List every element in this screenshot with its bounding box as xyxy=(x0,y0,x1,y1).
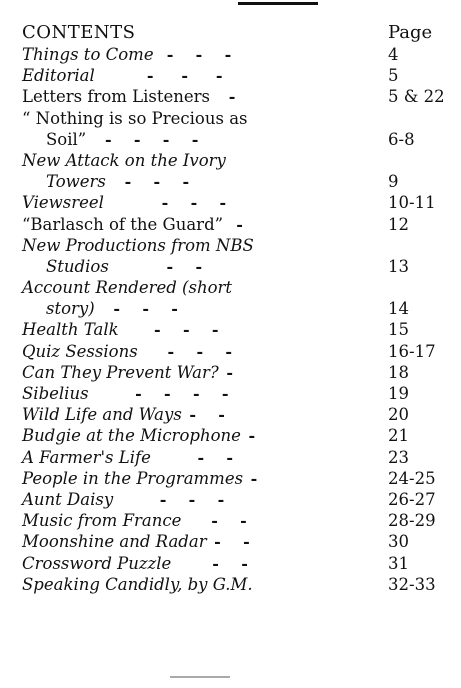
toc-entry-page: 26-27 xyxy=(388,489,436,509)
toc-entry xyxy=(22,192,447,213)
toc-entry-title: Things to Come - - - xyxy=(22,45,232,64)
toc-entry-title: “Barlasch of the Guard” - xyxy=(22,214,243,234)
leader-dashes: - - - - xyxy=(90,384,229,403)
toc-entry xyxy=(22,574,447,595)
toc-entry-title: Wild Life and Ways - - xyxy=(22,405,225,425)
toc-entry xyxy=(22,553,447,574)
leader-dashes: - - - xyxy=(155,45,232,64)
toc-entry-title: Speaking Candidly, by G.M. xyxy=(22,574,253,594)
toc-entry xyxy=(22,383,447,404)
leader-dashes: - - xyxy=(183,511,247,531)
toc-entry-page: 18 xyxy=(388,362,409,382)
toc-entry xyxy=(22,404,447,425)
toc-entry xyxy=(22,489,447,510)
toc-entry-title: Quiz Sessions - - - xyxy=(22,341,233,361)
toc-entry-page: 13 xyxy=(388,256,409,276)
toc-entry-title: Soil” - - - - xyxy=(46,129,199,149)
toc-entry-title: Studios - - xyxy=(46,256,203,276)
top-rule xyxy=(238,2,318,5)
toc-entry-page: 4 xyxy=(388,45,399,64)
toc-entry-title: Viewsreel - - - xyxy=(22,193,227,213)
toc-entry xyxy=(22,341,447,362)
toc-entry-page: 31 xyxy=(388,553,409,573)
toc-entry-page: 10-11 xyxy=(388,193,436,213)
contents-header xyxy=(22,22,447,44)
leader-dashes: - - - xyxy=(107,172,190,192)
toc-entry xyxy=(22,108,447,150)
leader-dashes: - - xyxy=(152,447,233,467)
toc-entry-title: story) - - - xyxy=(46,299,178,319)
toc-entry-title: Crossword Puzzle - - xyxy=(22,553,248,573)
toc-entry-title: New Productions from NBS xyxy=(22,235,254,255)
page-column-label: Page xyxy=(388,22,433,43)
contents-list xyxy=(22,22,447,595)
leader-dashes: - - - xyxy=(120,320,219,340)
toc-entry xyxy=(22,447,447,468)
leader-dashes: - xyxy=(242,426,256,446)
leader-dashes: - - - xyxy=(139,341,233,361)
leader-dashes: - - - - xyxy=(88,129,199,149)
leader-dashes: - - xyxy=(110,256,203,276)
toc-entry-title: A Farmer's Life - - xyxy=(22,447,233,467)
toc-entry-title: New Attack on the Ivory xyxy=(22,150,226,170)
toc-entry xyxy=(22,65,447,86)
toc-entry-page: 5 xyxy=(388,66,399,86)
toc-entry-page: 28-29 xyxy=(388,511,436,531)
leader-dashes: - xyxy=(212,87,236,107)
toc-entry-page: 21 xyxy=(388,426,409,446)
leader-dashes: - - xyxy=(173,553,248,573)
toc-entry-title: Health Talk - - - xyxy=(22,320,219,340)
toc-entry xyxy=(22,319,447,340)
toc-entry-title: Music from France - - xyxy=(22,511,247,531)
toc-entry-page: 16-17 xyxy=(388,341,436,361)
toc-entry xyxy=(22,150,447,192)
toc-entry-page: 5 & 22 xyxy=(388,87,445,107)
toc-entry-page: 32-33 xyxy=(388,574,436,594)
leader-dashes: - - xyxy=(183,405,225,425)
toc-entry-title: Sibelius - - - - xyxy=(22,384,229,403)
toc-entry-title: Editorial - - - xyxy=(22,66,223,86)
toc-entry-title: “ Nothing is so Precious as xyxy=(22,108,248,128)
toc-entry-page: 30 xyxy=(388,532,409,552)
toc-entry-title: Account Rendered (short xyxy=(22,278,233,298)
toc-entry xyxy=(22,425,447,446)
toc-entry-title: Can They Prevent War? - xyxy=(22,362,233,382)
toc-entry-page: 12 xyxy=(388,214,409,234)
toc-entry-page: 24-25 xyxy=(388,468,436,488)
toc-entry-title: Letters from Listeners - xyxy=(22,87,236,107)
toc-entry xyxy=(22,235,447,277)
toc-entry-title: Towers - - - xyxy=(46,172,190,192)
toc-entry xyxy=(22,362,447,383)
toc-entry-page: 6-8 xyxy=(388,129,415,149)
toc-entry-page: 14 xyxy=(388,299,409,319)
toc-entry-page: 9 xyxy=(388,172,399,192)
leader-dashes: - xyxy=(245,468,258,488)
toc-entry xyxy=(22,277,447,319)
toc-entry-page: 23 xyxy=(388,447,409,467)
leader-dashes: - - xyxy=(208,532,250,552)
toc-entry xyxy=(22,44,447,65)
leader-dashes: - - - xyxy=(96,299,178,319)
bottom-rule xyxy=(170,676,230,678)
contents-title: CONTENTS xyxy=(22,22,136,43)
leader-dashes: - - - xyxy=(115,489,225,509)
toc-entry-title: Budgie at the Microphone - xyxy=(22,426,256,446)
toc-entry-page: 20 xyxy=(388,405,409,425)
toc-entry xyxy=(22,86,447,107)
leader-dashes: - xyxy=(225,214,243,234)
toc-entry-title: Aunt Daisy - - - xyxy=(22,489,225,509)
leader-dashes: - xyxy=(220,362,233,382)
leader-dashes: - - - xyxy=(105,193,227,213)
toc-entry-page: 15 xyxy=(388,320,409,340)
toc-entry xyxy=(22,468,447,489)
toc-entry-title: People in the Programmes - xyxy=(22,468,258,488)
toc-entry xyxy=(22,214,447,235)
toc-entry xyxy=(22,510,447,531)
contents-entries xyxy=(22,44,447,595)
leader-dashes: - - - xyxy=(96,66,223,86)
toc-entry-title: Moonshine and Radar - - xyxy=(22,532,250,552)
toc-entry xyxy=(22,531,447,552)
toc-entry-page: 19 xyxy=(388,384,409,403)
